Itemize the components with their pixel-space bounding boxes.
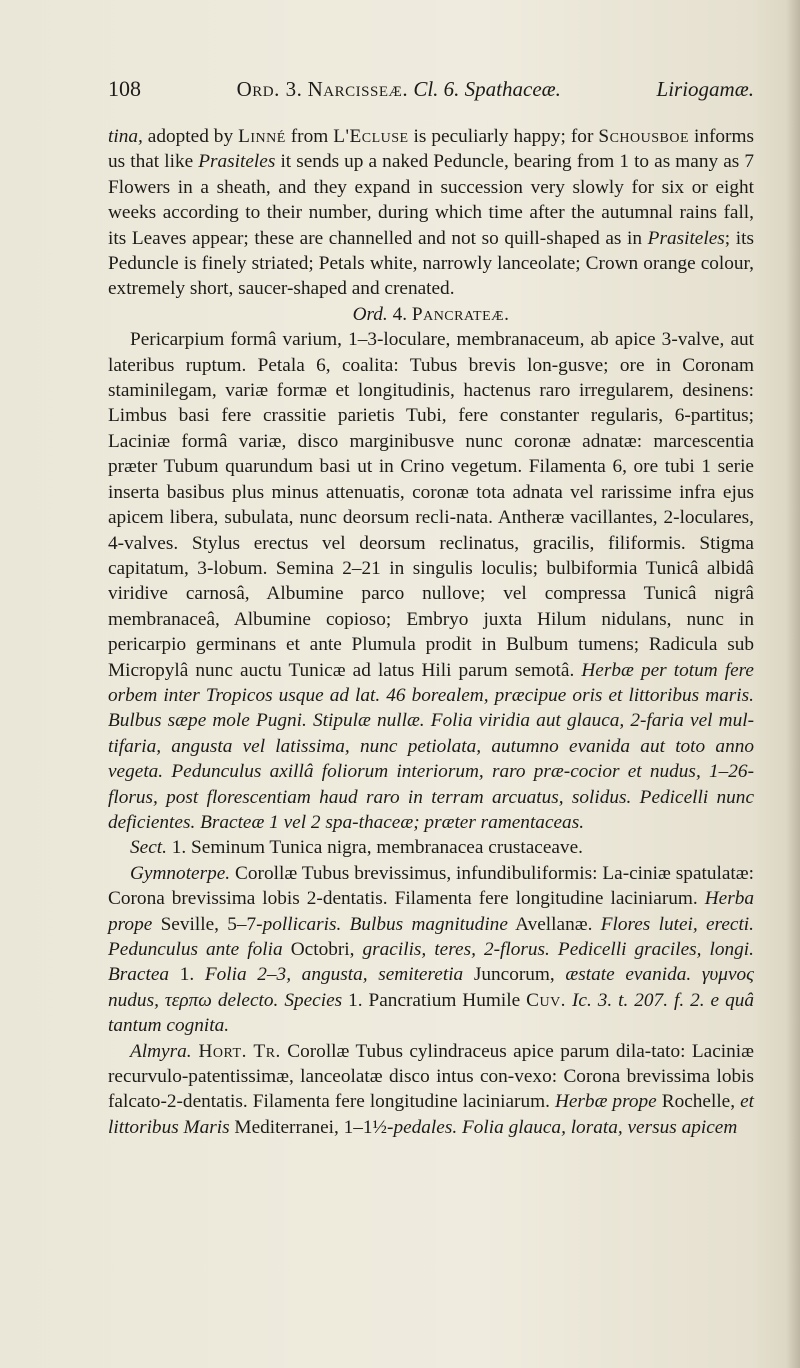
text-span: Pericarpium formâ varium, 1–3-loculare, membranaceum, ab apice 3-valve, aut lateribus ruptum. Petala 6, coalita: Tubus brevis lon-gusve; ore in Coronam staminilegam, variæ formæ et longitudinis, hactenus raro irregularem, desinens: Limbus basi fere crassitie parietis Tubi, fere constanter regularis, 6-partitus; Laciniæ formâ variæ, disco marginibusve nunc coronæ adnatæ: marcescentia præter Tubum quarundum basi ut in Crino vegetum. Filamenta 6, ore tubi 1 serie inserta basibus plus minus attenuatis, coronæ tota adnata vel rarissime infra ejus apicem libera, subulata, nunc deorsum recli-nata. Antheræ vacillantes, 2-loculares, 4-valves. Stylus erectus vel deorsum reclinatus, gracilis, filiformis. Stigma capitatum, 3-lobum. Semina 2–21 in singulis loculis; bulbiformia Tunicâ albidâ viridive carnosâ, Albumine parco nullove; vel compressa Tunicâ nigrâ membranaceâ, Albumine copioso; Embryo juxta Hilum nidulans, nunc in pericarpio germinans et ante Plumula prodit in Bulbum tumens; Radicula sub Micropylâ nunc auctu Tunicæ ad latus Hili parum semotâ. (108, 329, 754, 681)
header-cl: Cl. 6. (413, 77, 460, 101)
genus-name: Gymnoterpe. (130, 862, 231, 884)
greek-word: γυμνος (691, 964, 754, 986)
text-span-italic: Herbæ per totum fere orbem inter Tropicos usque ad lat. 46 borealem, præcipue oris et littoribus maris. Bulbus sæpe mole Pugni. Stipulæ nullæ. Folia viridia aut glauca, 2-faria vel mul-tifaria, angusta vel latissima, nunc petiolata, autumno evanida aut toto anno vegeta. Pedunculus axillâ foliorum interiorum, raro præ-cocior et nudus, 1–26-florus, post florescentiam haud raro in terram arcuatus, solidus. Pedicelli nunc deficientes. Bracteæ 1 vel 2 spa-thaceæ; præter ramentaceas. (108, 659, 754, 833)
text-span-italic: Flores lutei, erecti. Pedunculus ante folia (108, 913, 754, 960)
paragraph-narcissus-note (108, 124, 754, 302)
text-span: Juncorum, (463, 964, 566, 986)
greek-word: τερπω (164, 989, 212, 1011)
text-span: Mediterranei, 1–1½- (229, 1116, 394, 1138)
text-span: Octobri, (282, 939, 363, 960)
genus-name: Almyra. (130, 1040, 192, 1062)
genus-name: Prasiteles (647, 227, 725, 249)
section-heading (108, 835, 754, 860)
text-span: it sends up a naked Peduncle, bearing from 1 to as many as 7 Flowers in a sheath, and they expand in succession very slowly for six or eight weeks according to their number, during which time after the autumnal rains fall, its Leaves appear; these are channelled and not so quill-shaped as in (108, 151, 755, 249)
section-label: Sect. (130, 837, 167, 859)
author-name: Cuv. (526, 989, 566, 1011)
order-number: 4. (387, 303, 412, 325)
text-span-italic: Herbæ prope (554, 1091, 657, 1113)
text-span: Seville, 5–7- (152, 913, 263, 935)
header-group: Spathaceæ. (464, 77, 561, 101)
text-span: 1. (169, 964, 205, 986)
header-ord: Ord. 3. (236, 77, 303, 101)
text-span-italic: pedales. Folia glauca, lorata, versus apicem (393, 1116, 738, 1138)
text-span-italic: Herba prope (108, 888, 754, 935)
text-span-italic: et littoribus Maris (108, 1091, 754, 1138)
header-title (237, 77, 561, 102)
section-text: 1. Seminum Tunica nigra, membranacea crustaceave. (166, 837, 583, 859)
author-name: Hort. Tr. (191, 1040, 281, 1062)
text-span-italic: gracilis, teres, 2-florus. Pedicelli graciles, longi. Bractea (108, 939, 754, 986)
paragraph-almyra (108, 1039, 754, 1141)
paragraph-order-description (108, 327, 754, 835)
running-header (108, 76, 754, 102)
text-span: informs us that like (108, 126, 754, 173)
text-span-italic: nudus, (108, 989, 165, 1011)
author-name: Linné (238, 126, 286, 147)
text-span: Corollæ Tubus cylindraceus apice parum dila-tato: Laciniæ recurvulo-patentissimæ, lanceolatæ disco intus con-vexo: Corona brevissima lobis falcato-2-dentatis. Filamenta fere longitudine laciniarum. (108, 1040, 754, 1113)
text-span: 1. Pancratium Humile (342, 989, 527, 1011)
order-heading (108, 302, 754, 327)
page-number: 108 (108, 76, 141, 101)
text-span: adopted by (142, 126, 239, 147)
text-span: is peculiarly happy; for (408, 126, 599, 147)
text-span: Avellanæ. (507, 913, 601, 935)
text-span: Corollæ Tubus brevissimus, infundibuliformis: La-ciniæ spatulatæ: Corona brevissima lobis 2-dentatis. Filamenta fere longitudine laciniarum. (108, 862, 754, 910)
text-span-italic: Folia 2–3, angusta, semiteretia (204, 964, 464, 986)
text-span-italic: Ic. 3. t. 207. f. 2. e quâ tantum cognita. (108, 989, 754, 1037)
text-span-italic: pollicaris. Bulbus magnitudine (262, 913, 508, 935)
author-name: Schousboe (598, 126, 690, 147)
header-subgroup: Liriogamæ. (656, 77, 754, 101)
paragraph-gymnoterpe (108, 861, 754, 1039)
genus-name: Prasiteles (198, 151, 276, 173)
text-span-italic: æstate evanida. (565, 964, 692, 986)
text-span: from (285, 126, 334, 147)
text-span-italic: Species (284, 989, 343, 1011)
text-span: Rochelle, (656, 1091, 741, 1113)
page-edge-shadow (786, 0, 800, 1368)
author-name: L'Ecluse (333, 126, 409, 147)
order-name: Pancrateæ. (411, 303, 510, 325)
text-span: tina, (108, 126, 143, 147)
body-text (108, 124, 754, 1140)
text-span-italic: delecto. (211, 989, 285, 1011)
text-span: ; its Peduncle is finely striated; Petals white, narrowly lanceolate; Crown orange colour, extremely short, saucer-shaped and crenated. (108, 227, 754, 300)
order-label: Ord. (352, 303, 388, 325)
header-family: Narcisseæ. (307, 77, 409, 101)
